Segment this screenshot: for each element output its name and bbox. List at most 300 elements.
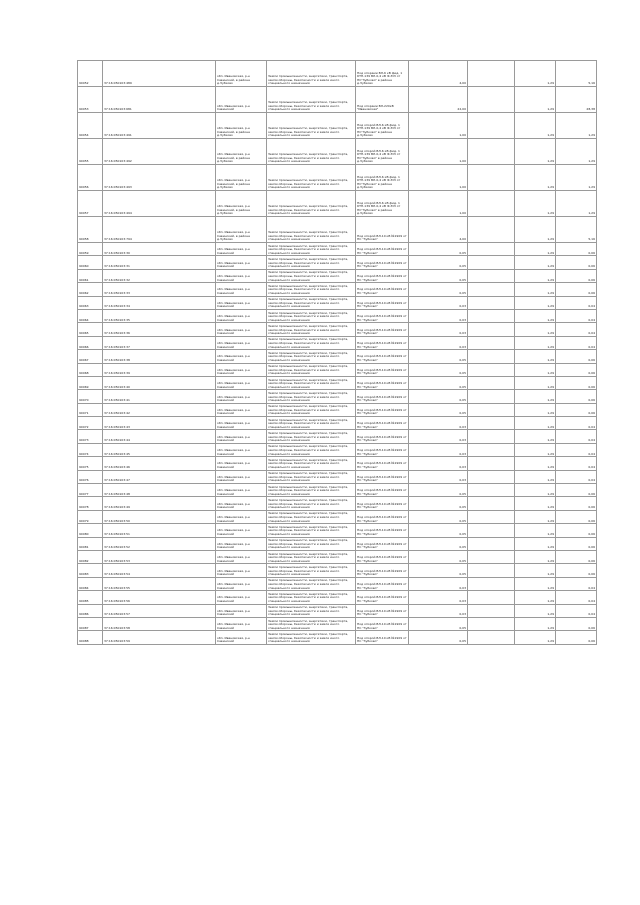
land-plot-table	[77, 60, 595, 645]
cadastral-number-cell: 37:16:050103:58	[103, 617, 216, 630]
rate-cell: 1,29	[515, 457, 556, 470]
row-id-cell: 90087	[78, 617, 103, 630]
cadastral-number-cell: 37:16:050103:33	[103, 283, 216, 296]
row-id-cell: 90086	[78, 604, 103, 617]
rate-cell: 1,29	[515, 537, 556, 550]
address-cell: обл. Ивановская, р-н Савинский	[216, 256, 267, 269]
amount-cell: 1,29	[556, 139, 597, 165]
amount-cell: 0,06	[556, 269, 597, 282]
permitted-use-cell: Под опорой ВЛ-10 кВ №1909 от ПС "Зубково"	[356, 497, 409, 510]
land-category-cell: Земли промышленности, энергетики, транспорта, земли обороны, безопасности и земли иного специального назначения	[267, 323, 356, 336]
land-category-cell: Земли промышленности, энергетики, транспорта, земли обороны, безопасности и земли иного специального назначения	[267, 269, 356, 282]
table-row	[78, 550, 597, 563]
area-cell: 0,05	[409, 550, 468, 563]
address-cell: обл. Ивановская, р-н Савинский	[216, 564, 267, 577]
land-category-cell: Земли промышленности, энергетики, транспорта, земли обороны, безопасности и земли иного специального назначения	[267, 591, 356, 604]
row-id-cell: 90069	[78, 376, 103, 389]
amount-cell: 0,06	[556, 403, 597, 416]
permitted-use-cell: Под опорой ВЛ-10 кВ №1909 от ПС "Зубково"	[356, 256, 409, 269]
cadastral-number-cell: 37:16:050103:36	[103, 323, 216, 336]
address-cell: обл. Ивановская, р-н Савинский	[216, 390, 267, 403]
row-id-cell: 90078	[78, 497, 103, 510]
permitted-use-cell: Под опорой ВЛ-10 кВ №1909 от ПС "Зубково"	[356, 323, 409, 336]
address-cell: обл. Ивановская, р-н Савинский	[216, 591, 267, 604]
rate-cell: 1,29	[515, 403, 556, 416]
permitted-use-cell: Под опорой ВЛ-10 кВ №1909 от ПС "Зубково"	[356, 524, 409, 537]
address-cell: обл. Ивановская, р-н Савинский	[216, 430, 267, 443]
rate-cell: 1,29	[515, 87, 556, 113]
address-cell: обл. Ивановская, р-н Савинский	[216, 443, 267, 456]
empty-cell-cell	[468, 376, 515, 389]
permitted-use-cell: Под опорой ВЛ-10 кВ №1909 от ПС "Зубково"	[356, 617, 409, 630]
land-category-cell: Земли промышленности, энергетики, транспорта, земли обороны, безопасности и земли иного специального назначения	[267, 350, 356, 363]
area-cell: 0,03	[409, 323, 468, 336]
address-cell: обл. Ивановская, р-н Савинский	[216, 617, 267, 630]
land-category-cell: Земли промышленности, энергетики, транспорта, земли обороны, безопасности и земли иного специального назначения	[267, 336, 356, 349]
cadastral-number-cell: 37:16:050103:48	[103, 484, 216, 497]
area-cell: 0,05	[409, 256, 468, 269]
row-id-cell: 90054	[78, 113, 103, 139]
rate-cell: 1,29	[515, 564, 556, 577]
row-id-cell: 90058	[78, 217, 103, 243]
amount-cell: 0,06	[556, 497, 597, 510]
row-id-cell: 90063	[78, 296, 103, 309]
cadastral-number-cell: 37:16:050103:42	[103, 403, 216, 416]
table-row	[78, 537, 597, 550]
address-cell: обл. Ивановская, р-н Савинский	[216, 269, 267, 282]
area-cell: 0,05	[409, 363, 468, 376]
cadastral-number-cell: 37:16:050103:51	[103, 524, 216, 537]
empty-cell-cell	[468, 87, 515, 113]
rate-cell: 1,29	[515, 217, 556, 243]
amount-cell: 0,06	[556, 617, 597, 630]
amount-cell: 0,04	[556, 296, 597, 309]
table-row	[78, 390, 597, 403]
area-cell: 0,05	[409, 390, 468, 403]
land-category-cell: Земли промышленности, энергетики, транспорта, земли обороны, безопасности и земли иного специального назначения	[267, 497, 356, 510]
permitted-use-cell: Под опорой ВЛ-10 кВ №1909 от ПС "Зубково"	[356, 470, 409, 483]
permitted-use-cell: Под опорой ВЛ-10 кВ №1909 от ПС "Зубково"	[356, 537, 409, 550]
row-id-cell: 90080	[78, 524, 103, 537]
cadastral-number-cell: 37:16:050103:38	[103, 350, 216, 363]
amount-cell: 0,04	[556, 443, 597, 456]
address-cell: обл. Ивановская, р-н Савинский, в районе д.Зубково	[216, 165, 267, 191]
address-cell: обл. Ивановская, р-н Савинский	[216, 417, 267, 430]
area-cell: 0,05	[409, 524, 468, 537]
table-row	[78, 256, 597, 269]
empty-cell-cell	[468, 631, 515, 644]
table-row	[78, 577, 597, 590]
permitted-use-cell: Под опорой ВЛ-10 кВ №1909 от ПС "Зубково"	[356, 577, 409, 590]
cadastral-number-cell: 37:16:050103:53	[103, 550, 216, 563]
empty-cell-cell	[468, 309, 515, 322]
address-cell: обл. Ивановская, р-н Савинский, в районе д.Зубково	[216, 191, 267, 217]
area-cell: 4,00	[409, 61, 468, 87]
cadastral-number-cell: 37:16:050103:44	[103, 430, 216, 443]
address-cell: обл. Ивановская, р-н Савинский	[216, 550, 267, 563]
table-row	[78, 350, 597, 363]
rate-cell: 1,29	[515, 577, 556, 590]
cadastral-number-cell: 37:16:050103:37	[103, 336, 216, 349]
amount-cell: 0,06	[556, 363, 597, 376]
area-cell: 0,03	[409, 443, 468, 456]
row-id-cell: 90066	[78, 336, 103, 349]
table-row	[78, 417, 597, 430]
empty-cell-cell	[468, 165, 515, 191]
amount-cell: 0,06	[556, 564, 597, 577]
row-id-cell: 90052	[78, 61, 103, 87]
rate-cell: 1,29	[515, 524, 556, 537]
address-cell: обл. Ивановская, р-н Савинский	[216, 350, 267, 363]
amount-cell: 0,04	[556, 604, 597, 617]
address-cell: обл. Ивановская, р-н Савинский	[216, 296, 267, 309]
address-cell: обл. Ивановская, р-н Савинский	[216, 457, 267, 470]
land-category-cell: Земли промышленности, энергетики, транспорта, земли обороны, безопасности и земли иного специального назначения	[267, 165, 356, 191]
address-cell: обл. Ивановская, р-н Савинский	[216, 309, 267, 322]
amount-cell: 0,06	[556, 631, 597, 644]
row-id-cell: 90057	[78, 191, 103, 217]
permitted-use-cell: Под опорой ВЛ-10 кВ №1909 от ПС "Зубково"	[356, 550, 409, 563]
rate-cell: 1,29	[515, 510, 556, 523]
row-id-cell: 90081	[78, 537, 103, 550]
amount-cell: 0,04	[556, 323, 597, 336]
amount-cell: 0,06	[556, 256, 597, 269]
rate-cell: 1,29	[515, 256, 556, 269]
land-category-cell: Земли промышленности, энергетики, транспорта, земли обороны, безопасности и земли иного специального назначения	[267, 510, 356, 523]
permitted-use-cell: Под опорой ВЛ-10 кВ №1909 от ПС "Зубково"	[356, 564, 409, 577]
land-category-cell: Земли промышленности, энергетики, транспорта, земли обороны, безопасности и земли иного специального назначения	[267, 87, 356, 113]
amount-cell: 0,06	[556, 243, 597, 256]
row-id-cell: 90076	[78, 470, 103, 483]
row-id-cell: 90074	[78, 443, 103, 456]
permitted-use-cell: Под опорой ВЛ-6 кВ фид. 1 КТП-139 ВЛ-0,4 кВ Ф-ЮЗ от ПС"Зубково" в районе д.Зубково	[356, 113, 409, 139]
table-row	[78, 564, 597, 577]
area-cell: 1,00	[409, 165, 468, 191]
row-id-cell: 90084	[78, 577, 103, 590]
cadastral-number-cell: 37:16:050103:489	[103, 61, 216, 87]
area-cell: 0,03	[409, 591, 468, 604]
empty-cell-cell	[468, 390, 515, 403]
land-category-cell: Земли промышленности, энергетики, транспорта, земли обороны, безопасности и земли иного специального назначения	[267, 363, 356, 376]
rate-cell: 1,29	[515, 417, 556, 430]
permitted-use-cell: Под опорой ВЛ-10 кВ №1909 от ПС "Зубково"	[356, 403, 409, 416]
rate-cell: 1,29	[515, 309, 556, 322]
area-cell: 0,05	[409, 243, 468, 256]
area-cell: 0,03	[409, 417, 468, 430]
area-cell: 0,05	[409, 484, 468, 497]
empty-cell-cell	[468, 363, 515, 376]
amount-cell: 0,06	[556, 390, 597, 403]
rate-cell: 1,29	[515, 617, 556, 630]
row-id-cell: 90056	[78, 165, 103, 191]
rate-cell: 1,29	[515, 243, 556, 256]
amount-cell: 28,38	[556, 87, 597, 113]
area-cell: 0,03	[409, 430, 468, 443]
area-cell: 0,05	[409, 376, 468, 389]
rate-cell: 1,29	[515, 139, 556, 165]
rate-cell: 1,29	[515, 390, 556, 403]
land-category-cell: Земли промышленности, энергетики, транспорта, земли обороны, безопасности и земли иного специального назначения	[267, 537, 356, 550]
empty-cell-cell	[468, 269, 515, 282]
cadastral-number-cell: 37:16:050103:41	[103, 390, 216, 403]
permitted-use-cell: Под опорой ВЛ-10 кВ №1909 от ПС "Зубково"	[356, 604, 409, 617]
empty-cell-cell	[468, 139, 515, 165]
table-row	[78, 336, 597, 349]
cadastral-number-cell: 37:16:050103:39	[103, 363, 216, 376]
empty-cell-cell	[468, 550, 515, 563]
land-category-cell: Земли промышленности, энергетики, транспорта, земли обороны, безопасности и земли иного специального назначения	[267, 376, 356, 389]
rate-cell: 1,29	[515, 113, 556, 139]
cadastral-number-cell: 37:16:050103:794	[103, 217, 216, 243]
cadastral-number-cell: 37:16:050103:34	[103, 296, 216, 309]
amount-cell: 0,06	[556, 376, 597, 389]
rate-cell: 1,29	[515, 591, 556, 604]
row-id-cell: 90053	[78, 87, 103, 113]
table-row	[78, 139, 597, 165]
area-cell: 0,05	[409, 283, 468, 296]
address-cell: обл. Ивановская, р-н Савинский, в районе д.Зубково	[216, 139, 267, 165]
rate-cell: 1,29	[515, 604, 556, 617]
row-id-cell: 90072	[78, 417, 103, 430]
table-row	[78, 510, 597, 523]
land-category-cell: Земли промышленности, энергетики, транспорта, земли обороны, безопасности и земли иного специального назначения	[267, 403, 356, 416]
row-id-cell: 90059	[78, 243, 103, 256]
area-cell: 0,03	[409, 457, 468, 470]
area-cell: 0,05	[409, 631, 468, 644]
area-cell: 0,03	[409, 309, 468, 322]
empty-cell-cell	[468, 113, 515, 139]
cadastral-number-cell: 37:16:050103:56	[103, 591, 216, 604]
row-id-cell: 90082	[78, 550, 103, 563]
cadastral-number-cell: 37:16:050103:55	[103, 577, 216, 590]
address-cell: обл. Ивановская, р-н Савинский	[216, 470, 267, 483]
address-cell: обл. Ивановская, р-н Савинский, в районе д.Зубково	[216, 61, 267, 87]
area-cell: 0,05	[409, 510, 468, 523]
area-cell: 0,05	[409, 403, 468, 416]
address-cell: обл. Ивановская, р-н Савинский	[216, 376, 267, 389]
table-row	[78, 430, 597, 443]
area-cell: 0,05	[409, 537, 468, 550]
table-row	[78, 191, 597, 217]
empty-cell-cell	[468, 564, 515, 577]
area-cell: 0,05	[409, 269, 468, 282]
amount-cell: 0,06	[556, 350, 597, 363]
cadastral-number-cell: 37:16:050103:52	[103, 537, 216, 550]
address-cell: обл. Ивановская, р-н Савинский	[216, 283, 267, 296]
row-id-cell: 90062	[78, 283, 103, 296]
permitted-use-cell: Под опорой ВЛ-10 кВ №1909 от ПС "Зубково"	[356, 269, 409, 282]
amount-cell: 1,29	[556, 165, 597, 191]
land-category-cell: Земли промышленности, энергетики, транспорта, земли обороны, безопасности и земли иного специального назначения	[267, 296, 356, 309]
amount-cell: 0,06	[556, 510, 597, 523]
table-body	[78, 61, 597, 645]
cadastral-number-cell: 37:16:050103:491	[103, 113, 216, 139]
amount-cell: 0,04	[556, 457, 597, 470]
rate-cell: 1,29	[515, 484, 556, 497]
rate-cell: 1,29	[515, 443, 556, 456]
land-category-cell: Земли промышленности, энергетики, транспорта, земли обороны, безопасности и земли иного специального назначения	[267, 470, 356, 483]
cadastral-number-cell: 37:16:050103:35	[103, 309, 216, 322]
land-category-cell: Земли промышленности, энергетики, транспорта, земли обороны, безопасности и земли иного специального назначения	[267, 550, 356, 563]
address-cell: обл. Ивановская, р-н Савинский	[216, 403, 267, 416]
table-row	[78, 631, 597, 644]
empty-cell-cell	[468, 256, 515, 269]
empty-cell-cell	[468, 443, 515, 456]
area-cell: 0,05	[409, 350, 468, 363]
address-cell: обл. Ивановская, р-н Савинский	[216, 484, 267, 497]
rate-cell: 1,29	[515, 550, 556, 563]
amount-cell: 0,06	[556, 484, 597, 497]
table-row	[78, 457, 597, 470]
empty-cell-cell	[468, 403, 515, 416]
rate-cell: 1,29	[515, 363, 556, 376]
table-row	[78, 165, 597, 191]
area-cell: 0,05	[409, 617, 468, 630]
permitted-use-cell: Под опорами ВЛ-220кВ "Ивановская"	[356, 87, 409, 113]
amount-cell: 0,04	[556, 470, 597, 483]
land-category-cell: Земли промышленности, энергетики, транспорта, земли обороны, безопасности и земли иного специального назначения	[267, 309, 356, 322]
permitted-use-cell: Под опорой ВЛ-10 кВ №1909 от ПС "Зубково"	[356, 376, 409, 389]
rate-cell: 1,29	[515, 269, 556, 282]
empty-cell-cell	[468, 296, 515, 309]
empty-cell-cell	[468, 591, 515, 604]
empty-cell-cell	[468, 510, 515, 523]
rate-cell: 1,29	[515, 470, 556, 483]
table-row	[78, 217, 597, 243]
cadastral-number-cell: 37:16:050103:30	[103, 243, 216, 256]
cadastral-number-cell: 37:16:050103:40	[103, 376, 216, 389]
amount-cell: 0,06	[556, 537, 597, 550]
land-category-cell: Земли промышленности, энергетики, транспорта, земли обороны, безопасности и земли иного специального назначения	[267, 577, 356, 590]
row-id-cell: 90065	[78, 323, 103, 336]
table-row	[78, 403, 597, 416]
land-category-cell: Земли промышленности, энергетики, транспорта, земли обороны, безопасности и земли иного специального назначения	[267, 564, 356, 577]
table-row	[78, 363, 597, 376]
land-category-cell: Земли промышленности, энергетики, транспорта, земли обороны, безопасности и земли иного специального назначения	[267, 617, 356, 630]
land-category-cell: Земли промышленности, энергетики, транспорта, земли обороны, безопасности и земли иного специального назначения	[267, 243, 356, 256]
empty-cell-cell	[468, 617, 515, 630]
table-row	[78, 524, 597, 537]
address-cell: обл. Ивановская, р-н Савинский	[216, 243, 267, 256]
land-category-cell: Земли промышленности, энергетики, транспорта, земли обороны, безопасности и земли иного специального назначения	[267, 631, 356, 644]
table-row	[78, 443, 597, 456]
permitted-use-cell: Под опорой ВЛ-10 кВ №1909 от ПС "Зубково"	[356, 430, 409, 443]
empty-cell-cell	[468, 323, 515, 336]
amount-cell: 0,04	[556, 309, 597, 322]
rate-cell: 1,29	[515, 336, 556, 349]
amount-cell: 1,29	[556, 191, 597, 217]
area-cell: 4,00	[409, 217, 468, 243]
address-cell: обл. Ивановская, р-н Савинский	[216, 87, 267, 113]
table-row	[78, 309, 597, 322]
permitted-use-cell: Под опорой ВЛ-6 кВ фид. 1 КТП-139 ВЛ-0,4 кВ Ф-ЮЗ от ПС"Зубково" в районе д.Зубково	[356, 139, 409, 165]
amount-cell: 0,04	[556, 591, 597, 604]
permitted-use-cell: Под опорой ВЛ-10 кВ №1909 от ПС "Зубково"	[356, 510, 409, 523]
land-category-cell: Земли промышленности, энергетики, транспорта, земли обороны, безопасности и земли иного специального назначения	[267, 256, 356, 269]
empty-cell-cell	[468, 217, 515, 243]
rate-cell: 1,29	[515, 376, 556, 389]
table-row	[78, 296, 597, 309]
area-cell: 1,00	[409, 113, 468, 139]
permitted-use-cell: Под опорой ВЛ-10 кВ №1909 от ПС "Зубково"	[356, 443, 409, 456]
amount-cell: 1,29	[556, 113, 597, 139]
row-id-cell: 90088	[78, 631, 103, 644]
row-id-cell: 90064	[78, 309, 103, 322]
area-cell: 0,05	[409, 497, 468, 510]
row-id-cell: 90061	[78, 269, 103, 282]
land-category-cell: Земли промышленности, энергетики, транспорта, земли обороны, безопасности и земли иного специального назначения	[267, 139, 356, 165]
table-row	[78, 61, 597, 87]
table-row	[78, 269, 597, 282]
row-id-cell: 90075	[78, 457, 103, 470]
table-row	[78, 113, 597, 139]
table-row	[78, 604, 597, 617]
rate-cell: 1,29	[515, 283, 556, 296]
cadastral-number-cell: 37:16:050103:32	[103, 269, 216, 282]
permitted-use-cell: Под опорой ВЛ-10 кВ №1909 от ПС "Зубково"	[356, 591, 409, 604]
permitted-use-cell: Под опорой ВЛ-10 кВ №1909 от ПС "Зубково"	[356, 283, 409, 296]
address-cell: обл. Ивановская, р-н Савинский	[216, 577, 267, 590]
table-row	[78, 283, 597, 296]
land-category-cell: Земли промышленности, энергетики, транспорта, земли обороны, безопасности и земли иного специального назначения	[267, 417, 356, 430]
row-id-cell: 90079	[78, 510, 103, 523]
empty-cell-cell	[468, 604, 515, 617]
amount-cell: 0,04	[556, 430, 597, 443]
row-id-cell: 90070	[78, 390, 103, 403]
address-cell: обл. Ивановская, р-н Савинский	[216, 363, 267, 376]
permitted-use-cell: Под опорой ВЛ-10 кВ №1909 от ПС "Зубково"	[356, 631, 409, 644]
table-row	[78, 617, 597, 630]
rate-cell: 1,29	[515, 430, 556, 443]
empty-cell-cell	[468, 243, 515, 256]
land-category-cell: Земли промышленности, энергетики, транспорта, земли обороны, безопасности и земли иного специального назначения	[267, 113, 356, 139]
permitted-use-cell: Под опорой ВЛ-10 кВ №1909 от ПС "Зубково"	[356, 363, 409, 376]
address-cell: обл. Ивановская, р-н Савинский	[216, 323, 267, 336]
land-category-cell: Земли промышленности, энергетики, транспорта, земли обороны, безопасности и земли иного специального назначения	[267, 443, 356, 456]
address-cell: обл. Ивановская, р-н Савинский, в районе д.Зубково	[216, 113, 267, 139]
cadastral-number-cell: 37:16:050103:492	[103, 139, 216, 165]
permitted-use-cell: Под опорой ВЛ-6 кВ фид. 1 КТП-139 ВЛ-0,4 кВ Ф-ЮЗ от ПС"Зубково" в районе д.Зубково	[356, 191, 409, 217]
address-cell: обл. Ивановская, р-н Савинский	[216, 336, 267, 349]
land-category-cell: Земли промышленности, энергетики, транспорта, земли обороны, безопасности и земли иного специального назначения	[267, 484, 356, 497]
cadastral-number-cell: 37:16:050103:47	[103, 470, 216, 483]
land-category-cell: Земли промышленности, энергетики, транспорта, земли обороны, безопасности и земли иного специального назначения	[267, 524, 356, 537]
rate-cell: 1,29	[515, 497, 556, 510]
area-cell: 0,03	[409, 336, 468, 349]
cadastral-number-cell: 37:16:050103:54	[103, 564, 216, 577]
empty-cell-cell	[468, 537, 515, 550]
cadastral-number-cell: 37:16:050103:45	[103, 443, 216, 456]
rate-cell: 1,29	[515, 191, 556, 217]
cadastral-number-cell: 37:16:050103:50	[103, 510, 216, 523]
empty-cell-cell	[468, 191, 515, 217]
permitted-use-cell: Под опорой ВЛ-10 кВ №1909 от ПС "Зубково"	[356, 243, 409, 256]
table-row	[78, 484, 597, 497]
permitted-use-cell: Под опорой ВЛ-6 кВ фид. 1 КТП-139 ВЛ-0,4 кВ Ф-ЮЗ от ПС"Зубково" в районе д.Зубково	[356, 165, 409, 191]
area-cell: 0,03	[409, 604, 468, 617]
row-id-cell: 90068	[78, 363, 103, 376]
empty-cell-cell	[468, 336, 515, 349]
empty-cell-cell	[468, 61, 515, 87]
permitted-use-cell: Под опорой ВЛ-10 кВ №1909 от ПС "Зубково"	[356, 390, 409, 403]
table-row	[78, 591, 597, 604]
rate-cell: 1,29	[515, 61, 556, 87]
amount-cell: 0,04	[556, 336, 597, 349]
empty-cell-cell	[468, 430, 515, 443]
rate-cell: 1,29	[515, 165, 556, 191]
empty-cell-cell	[468, 283, 515, 296]
amount-cell: 5,16	[556, 217, 597, 243]
